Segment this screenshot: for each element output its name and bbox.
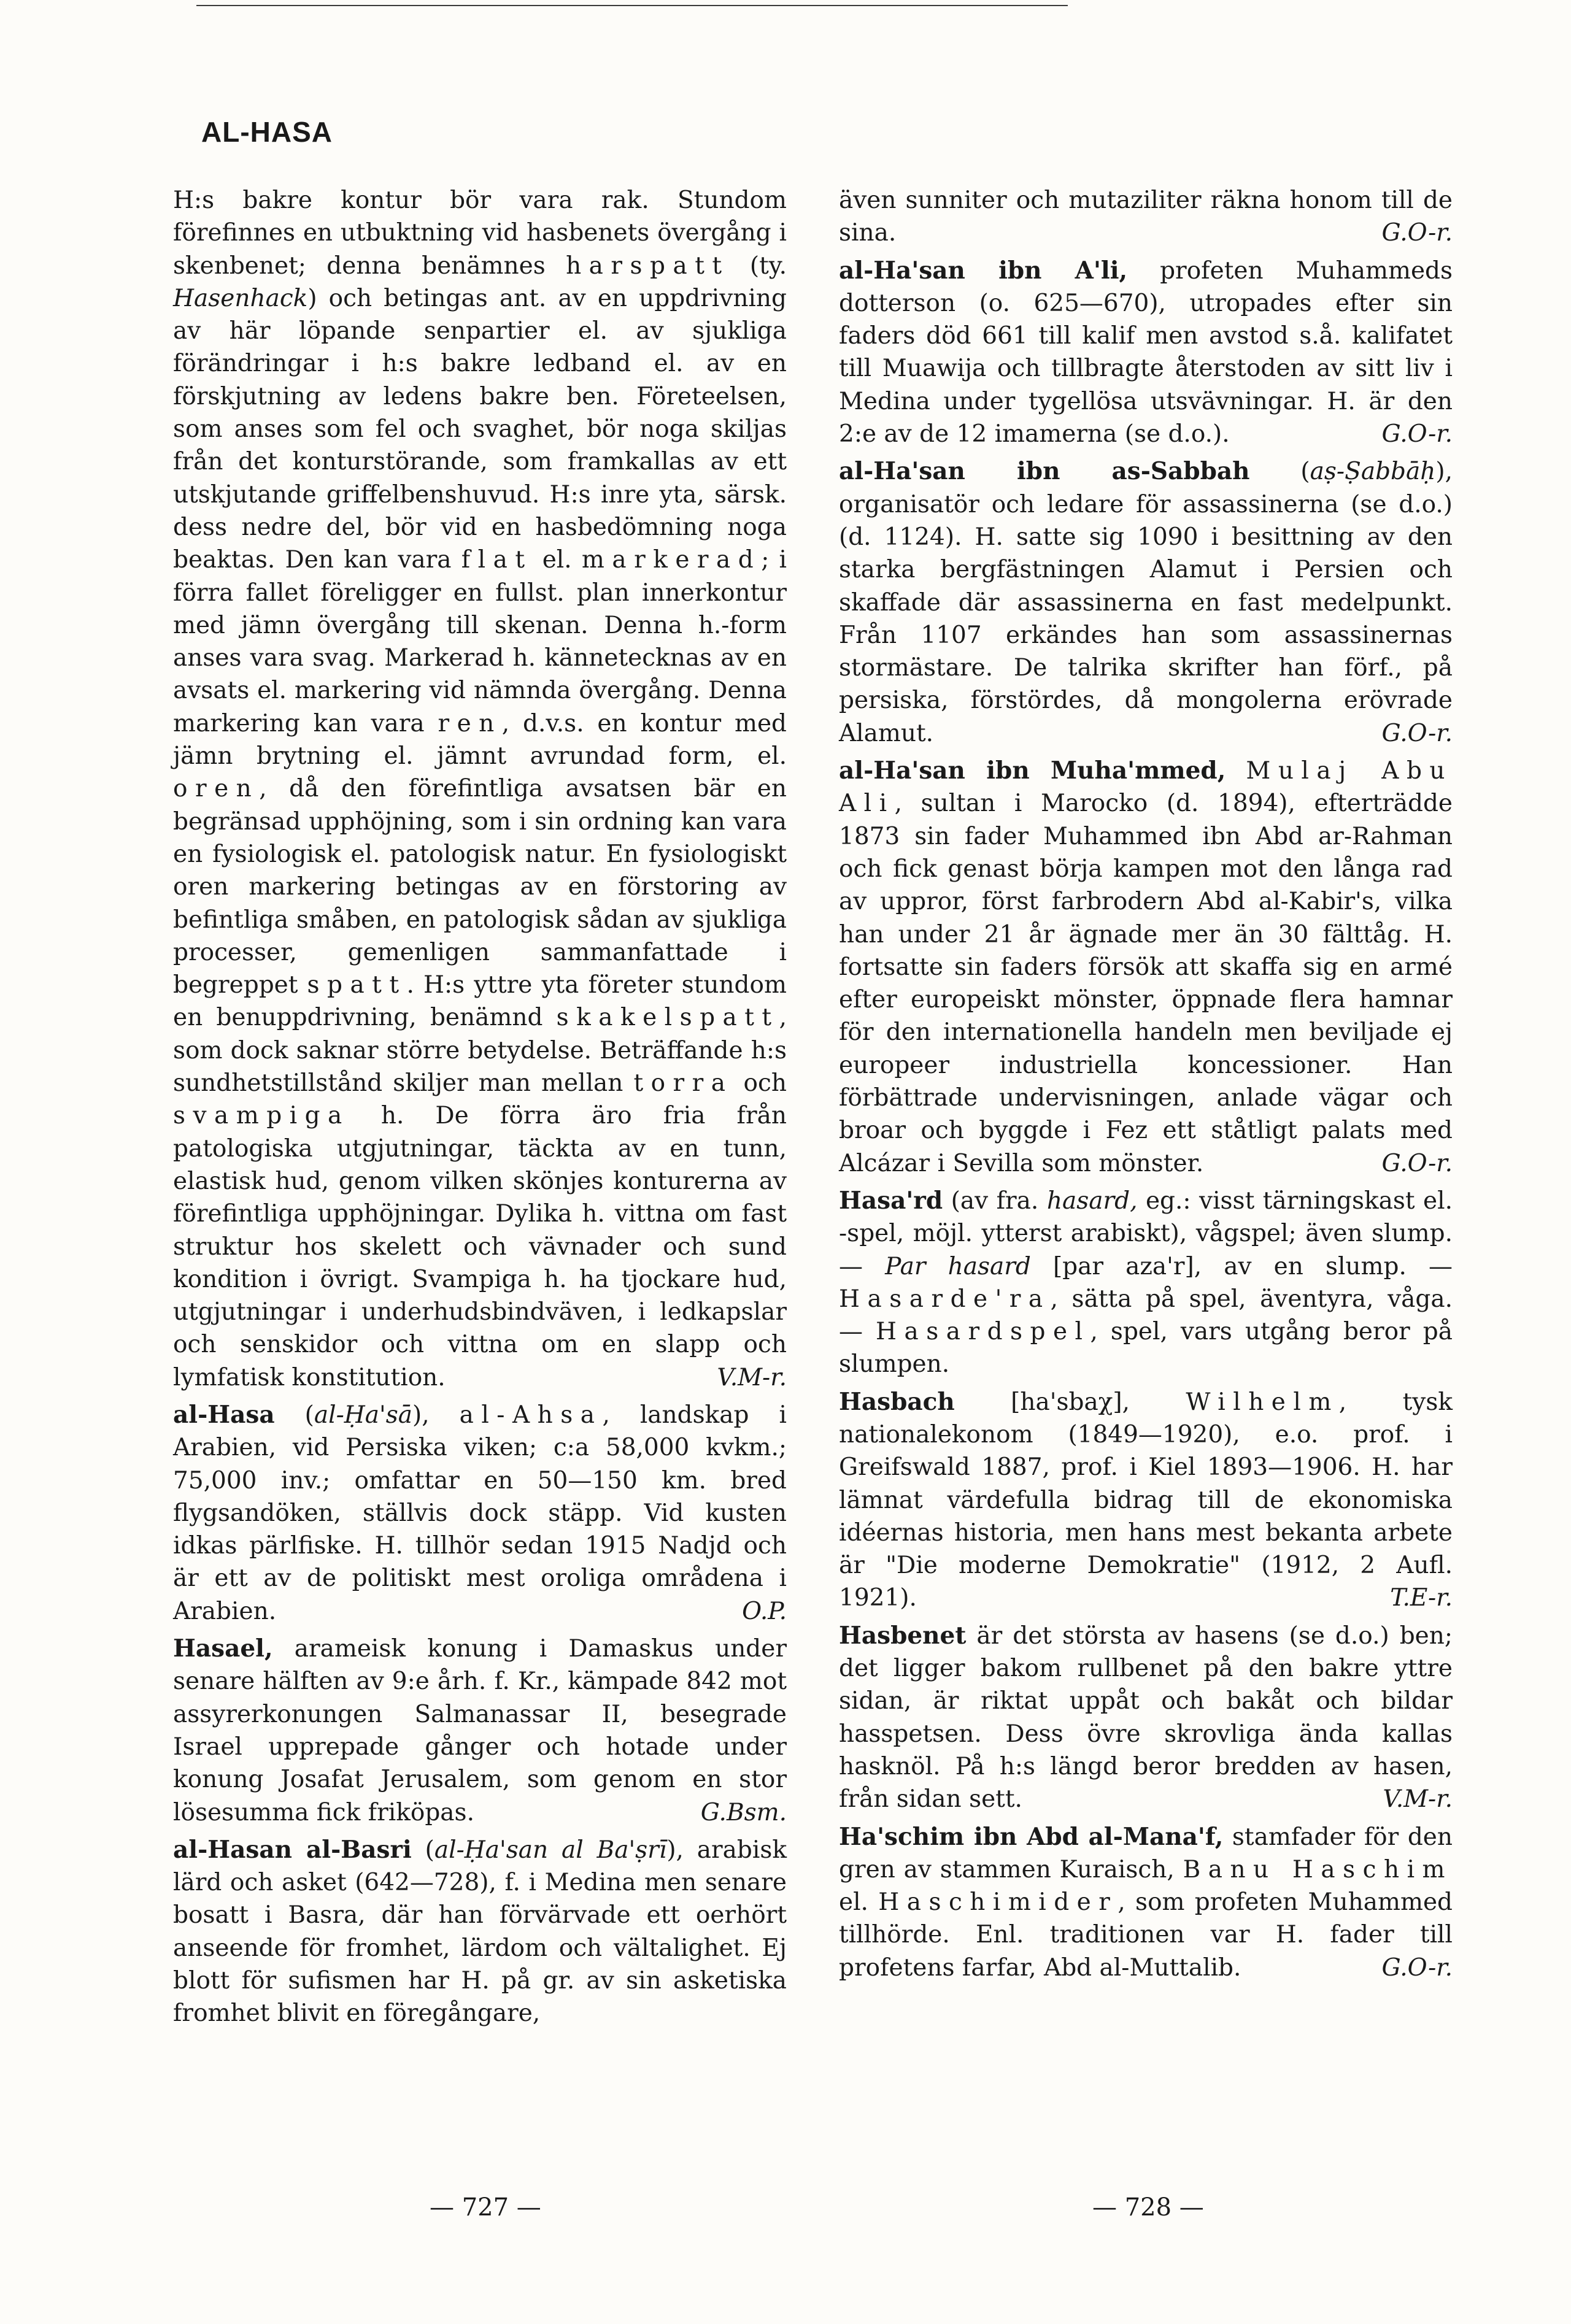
entry-text: [par aza'r], av en slump. — — [1030, 1252, 1453, 1280]
article-entry — [839, 1620, 1453, 1816]
entry-text: ( — [1249, 458, 1310, 486]
article-entry — [839, 1386, 1453, 1615]
entry-headword: Hasbach — [839, 1387, 955, 1416]
entry-text: även sunniter och mutaziliter räkna honom till de sina. — [839, 187, 1453, 247]
entry-text: profeten Muhammeds dotterson (o. 625—670), utropades efter sin faders död 661 till kalif men avstod s.å. kalifatet till Muawija och tillbragte återstoden av sitt liv i Medina under tygellösa utsvävningar. H. är den 2:e av de 12 imamerna (se d.o.). — [839, 256, 1453, 448]
entry-text: , d.v.s. en kontur med jämn brytning el. jämnt avrundad form, el. — [173, 709, 787, 771]
entry-text: H:s bakre kontur bör vara rak. Stundom förefinnes en utbuktning vid hasbenets övergång i skenbenet; denna benämnes — [173, 187, 787, 280]
article-entry — [839, 1185, 1453, 1381]
entry-text: el. — [532, 546, 582, 574]
article-entry — [839, 1821, 1453, 1984]
author-signature: T.E-r. — [1390, 1584, 1453, 1612]
entry-text: hasard, — [1046, 1187, 1138, 1215]
entry-text: , spel, vars utgång beror på slumpen. — [839, 1318, 1453, 1379]
entry-text: (ty. — [729, 252, 787, 280]
entry-text: Hasarde'ra — [839, 1285, 1051, 1313]
entry-text: arameisk konung i Damaskus under senare hälften av 9:e årh. f. Kr., kämpade 842 mot assyrerkonungen Salmanassar II, besegrade Israel upprepade gånger och hotade under konung Josafat Jerusalem, som genom en stor lösesumma fick friköpas. — [173, 1635, 787, 1826]
entry-text: aṣ-Ṣabbāḥ — [1310, 458, 1436, 486]
entry-text: Mulaj Abu Ali — [839, 757, 1453, 818]
entry-headword: Hasael, — [173, 1634, 273, 1663]
article-entry — [173, 184, 787, 1394]
entry-text: , då den förefintliga avsatsen bär en begränsad upphöjning, som i sin ordning kan vara en fysiologisk el. patologisk natur. En fysiologiskt oren markering betingas av en förstoring av befintliga småben, en patologisk sådan av sjukliga processer, gemenligen sammanfattade i begreppet — [173, 775, 787, 999]
entry-text: ), arabisk lärd och asket (642—728), f. i Medina men senare bosatt i Basra, där han förvärvade ett oerhört anseende för fromhet, lärdom och vältalighet. Ej blott för sufismen har H. på gr. av sin asketiska fromhet blivit en föregångare, — [173, 1836, 787, 2028]
article-entry — [173, 1633, 787, 1829]
entry-text: torra — [633, 1069, 733, 1098]
entry-text: Par hasard — [885, 1252, 1031, 1280]
entry-text: al-Ahsa — [459, 1401, 603, 1429]
author-signature: G.O-r. — [1381, 1953, 1453, 1982]
entry-text: ren — [438, 709, 502, 737]
entry-text: Banu Haschim — [1183, 1855, 1453, 1883]
entry-text — [1226, 757, 1246, 785]
entry-text: och — [733, 1069, 787, 1098]
author-signature: G.O-r. — [1381, 719, 1453, 747]
entry-text: [ha'sbaχ], — [954, 1388, 1186, 1416]
entry-text: harspatt — [566, 252, 730, 280]
entry-text: stamfader för den gren av stammen Kuraisch, — [839, 1823, 1453, 1883]
entry-text: , som dock saknar större betydelse. Beträffande h:s sundhetstillstånd skiljer man mellan — [173, 1004, 787, 1098]
entry-text: spatt — [307, 971, 407, 999]
entry-text: (av fra. — [943, 1187, 1047, 1215]
article-entry — [173, 1399, 787, 1628]
entry-headword: Ha'schim ibn Abd al-Mana'f, — [839, 1822, 1224, 1851]
entry-text: Hasardspel — [876, 1318, 1090, 1346]
page-number-right: — 728 — — [1092, 2193, 1204, 2222]
entry-text: . H:s yttre yta företer stundom en benuppdrivning, benämnd — [173, 971, 787, 1032]
left-column — [173, 184, 787, 2035]
author-signature: G.O-r. — [1381, 219, 1453, 247]
entry-text: ), organisatör och ledare för assassinerna (se d.o.) (d. 1124). H. satte sig 1090 i besittning av den starka bergfästningen Alamut i Persien och skaffade där assassinerna en fast medelpunkt. Från 1107 erkändes han som assassinernas stormästare. De talrika skrifter han förf., på persiska, förstördes, då mongolerna erövrade Alamut. — [839, 458, 1453, 747]
entry-text: Haschimider — [878, 1888, 1118, 1917]
entry-headword: al-Ha'san ibn as-Sabbah — [839, 457, 1250, 486]
entry-text: , sultan i Marocko (d. 1894), efterträdde 1873 sin fader Muhammed ibn Abd ar-Rahman och fick genast börja kampen mot den långa rad av uppror, först farbrodern Abd al-Kabir's, vilka han under 21 år ägnade mer än 30 fälttåg. H. fortsatte sin faders försök att skaffa sig en armé efter europeiskt mönster, öppnade flera hamnar för den internationella handeln men beviljade ej europeer industriella koncessioner. Han förbättrade undervisningen, anlade vägar och broar och byggde i Fez ett ståtligt palats med Alcázar i Sevilla som mönster. — [839, 790, 1453, 1177]
entry-text: , som profeten Muhammed tillhörde. Enl. traditionen var H. fader till profetens farfar, Abd al-Muttalib. — [839, 1888, 1453, 1982]
entry-text: skakelspatt — [556, 1004, 779, 1032]
entry-text: är det största av hasens (se d.o.) ben; det ligger bakom rullbenet på den bakre yttre sidan, är riktat uppåt och bakåt och bildar hasspetsen. Dess övre skrovliga ända kallas hasknöl. På h:s längd beror bredden av hasen, från sidan sett. — [839, 1622, 1453, 1814]
entry-text: , landskap i Arabien, vid Persiska viken; c:a 58,000 kvkm.; 75,000 inv.; omfattar en 50—150 km. bred flygsandöken, ställvis dock stäpp. Vid kusten idkas pärlfiske. H. tillhör sedan 1915 Nadjd och är ett av de politiskt mest oroliga områdena i Arabien. — [173, 1401, 787, 1625]
entry-headword: Hasbenet — [839, 1621, 967, 1650]
entry-text: , sätta på spel, äventyra, våga. — — [839, 1285, 1453, 1346]
author-signature: G.Bsm. — [700, 1798, 787, 1826]
entry-text: Wilhelm — [1186, 1388, 1339, 1416]
entry-text: h. De förra äro fria från patologiska utgjutningar, täckta av en tunn, elastisk hud, genom vilken skönjes konturerna av förefintliga upphöjningar. Dylika h. vittna om fast struktur hos skelett och vävnader och sund kondition i övrigt. Svampiga h. ha tjockare hud, utgjutningar i underhudsbindväven, i ledkapslar och senskidor och vittna om en slapp och lymfatisk konstitution. — [173, 1102, 787, 1391]
entry-text: flat — [461, 546, 533, 574]
author-signature: V.M-r. — [717, 1363, 787, 1391]
entry-text: ), — [412, 1401, 460, 1429]
entry-text: eg.: visst tärningskast el. -spel, möjl. ytterst arabiskt), vågspel; även slump. — — [839, 1187, 1453, 1280]
article-entry — [173, 1834, 787, 2030]
right-column — [839, 184, 1453, 1989]
entry-text: ; i förra fallet föreligger en fullst. plan innerkontur med jämn övergång till skenan. Denna h.-form anses vara svag. Markerad h. kännetecknas av en avsats el. markering vid nämnda övergång. Denna markering kan vara — [173, 546, 787, 737]
entry-headword: Hasa'rd — [839, 1186, 943, 1215]
top-rule — [196, 5, 1068, 6]
entry-text: al-Ḥa'sā — [314, 1401, 412, 1429]
entry-text: markerad — [581, 546, 762, 574]
article-entry — [839, 184, 1453, 250]
article-entry — [839, 255, 1453, 451]
entry-headword: al-Hasa — [173, 1400, 275, 1429]
entry-text: ( — [274, 1401, 314, 1429]
author-signature: V.M-r. — [1383, 1785, 1453, 1814]
author-signature: G.O-r. — [1381, 420, 1453, 448]
entry-text: Hasenhack — [173, 284, 308, 312]
entry-text: oren — [173, 775, 260, 803]
entry-text: , tysk nationalekonom (1849—1920), e.o. prof. i Greifswald 1887, prof. i Kiel 1893—1906. H. har lämnat värdefulla bidrag till de ekonomiska idéernas historia, men hans mest bekanta arbete är "Die moderne Demokratie" (1912, 2 Aufl. 1921). — [839, 1388, 1453, 1612]
article-entry — [839, 755, 1453, 1180]
running-header: AL-HASA — [201, 116, 333, 148]
entry-text: ( — [411, 1836, 434, 1864]
entry-text: svampiga — [173, 1102, 350, 1130]
entry-headword: al-Hasan al-Basri — [173, 1835, 412, 1864]
entry-headword: al-Ha'san ibn Muha'mmed, — [839, 756, 1226, 785]
entry-headword: al-Ha'san ibn A'li, — [839, 256, 1128, 285]
author-signature: G.O-r. — [1381, 1149, 1453, 1177]
entry-text: ) och betingas ant. av en uppdrivning av här löpande senpartier el. av sjukliga förändringar i h:s bakre ledband el. av en förskjutning av ledens bakre ben. Företeelsen, som anses som fel och svaghet, bör noga skiljas från det konturstörande, som framkallas av ett utskjutande griffelbenshuvud. H:s inre yta, särsk. dess nedre del, bör vid en hasbedömning noga beaktas. Den kan vara — [173, 284, 787, 574]
author-signature: O.P. — [742, 1597, 787, 1625]
entry-text: al-Ḥa'san al Ba'ṣrī — [434, 1836, 667, 1864]
page-number-left: — 727 — — [430, 2193, 541, 2222]
entry-text: el. — [839, 1888, 879, 1917]
article-entry — [839, 455, 1453, 750]
